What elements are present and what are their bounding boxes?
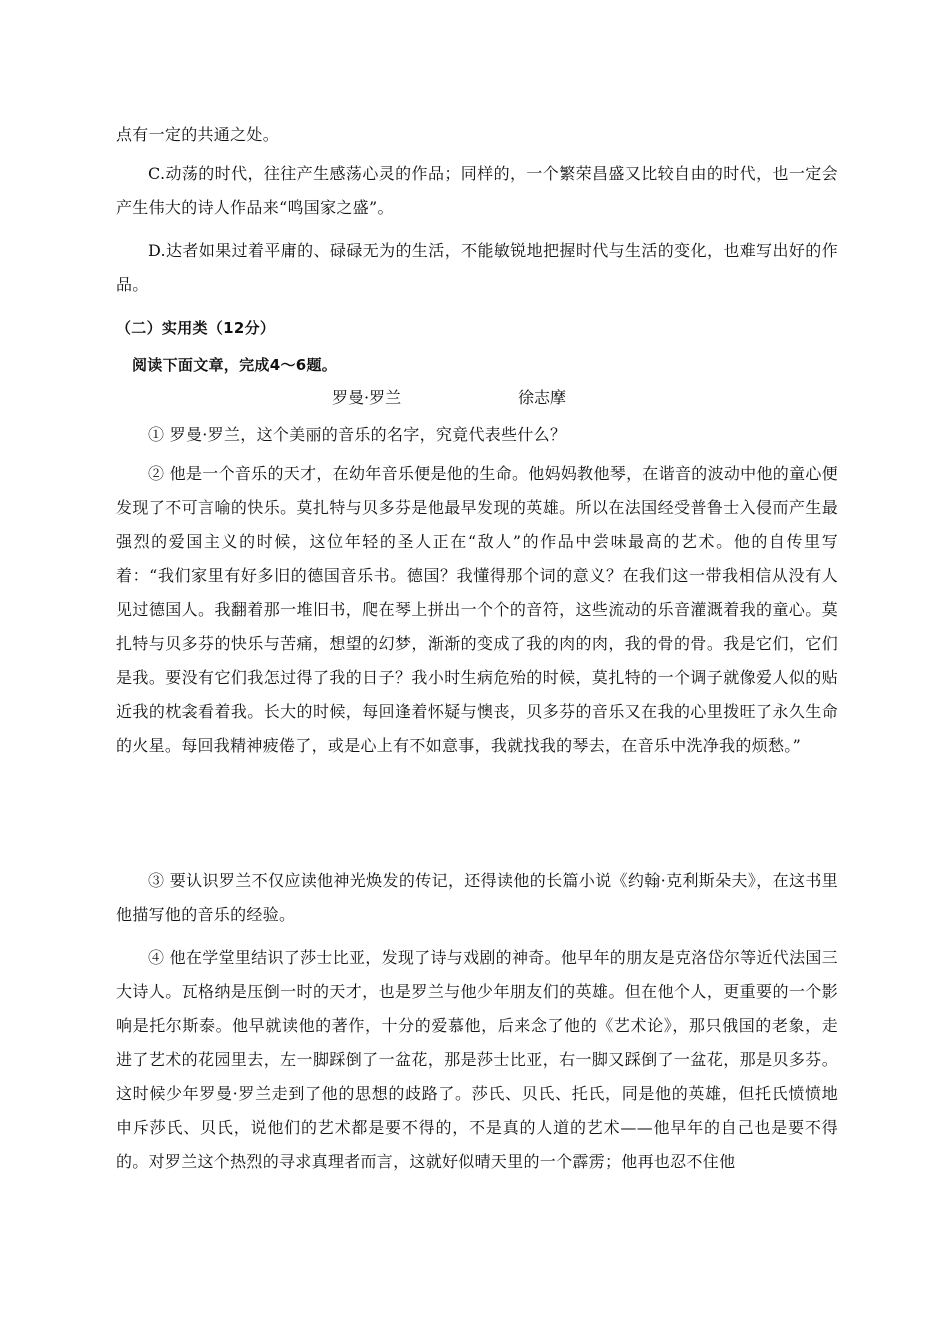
- continuation-text: 点有一定的共通之处。: [116, 125, 280, 144]
- paragraph-2: ② 他是一个音乐的天才，在幼年音乐便是他的生命。他妈妈教他琴，在谐音的波动中他的童心便发现了不可言喻的快乐。莫扎特与贝多芬是他最早发现的英雄。所以在法国经受普鲁士入侵而产生最强烈的爱国主义的时候，这位年轻的圣人正在“敌人”的作品中尝味最高的艺术。他的自传里写着：“我们家里有好多旧的德国音乐书。德国？我懂得那个词的意义？在我们这一带我相信从没有人见过德国人。我翻着那一堆旧书，爬在琴上拼出一个个的音符，这些流动的乐音灌溉着我的童心。莫扎特与贝多芬的快乐与苦痛，想望的幻梦，渐渐的变成了我的肉的肉，我的骨的骨。我是它们，它们是我。要没有它们我怎过得了我的日子？我小时生病危殆的时候，莫扎特的一个调子就像爱人似的贴近我的枕衾看着我。长大的时候，每回逢着怀疑与懊丧，贝多芬的音乐又在我的心里拨旺了永久生命的火星。每回我精神疲倦了，或是心上有不如意事，我就找我的琴去，在音乐中洗净我的烦愁。”: [116, 464, 838, 755]
- option-d-text: D.达者如果过着平庸的、碌碌无为的生活，不能敏锐地把握时代与生活的变化，也难写出好的作品。: [116, 241, 838, 294]
- paragraph-1: ① 罗曼·罗兰，这个美丽的音乐的名字，究竟代表些什么？: [148, 425, 567, 444]
- article-author: 徐志摩: [518, 388, 567, 407]
- option-c-text: C.动荡的时代，往往产生感荡心灵的作品；同样的，一个繁荣昌盛又比较自由的时代，也一定会产生伟大的诗人作品来“鸣国家之盛”。: [116, 164, 838, 217]
- paragraph-3: ③ 要认识罗兰不仅应读他神光焕发的传记，还得读他的长篇小说《约翰·克利斯朵夫》，在这书里他描写他的音乐的经验。: [116, 871, 838, 924]
- paragraph-4: ④ 他在学堂里结识了莎士比亚，发现了诗与戏剧的神奇。他早年的朋友是克洛岱尔等近代法国三大诗人。瓦格纳是压倒一时的天才，也是罗兰与他少年朋友们的英雄。但在他个人，更重要的一个影响是托尔斯泰。他早就读他的著作，十分的爱慕他，后来念了他的《艺术论》，那只俄国的老象，走进了艺术的花园里去，左一脚踩倒了一盆花，那是莎士比亚，右一脚又踩倒了一盆花，那是贝多芬。这时候少年罗曼·罗兰走到了他的思想的歧路了。莎氏、贝氏、托氏，同是他的英雄，但托氏愤愤地申斥莎氏、贝氏，说他们的艺术都是要不得的，不是真的人道的艺术——他早年的自己也是要不得的。对罗兰这个热烈的寻求真理者而言，这就好似晴天里的一个霹雳；他再也忍不住他: [116, 948, 838, 1171]
- section-heading: （二）实用类（12分）: [116, 319, 276, 337]
- instruction-text: 阅读下面文章，完成4～6题。: [132, 356, 338, 374]
- article-title: 罗曼·罗兰: [332, 388, 402, 407]
